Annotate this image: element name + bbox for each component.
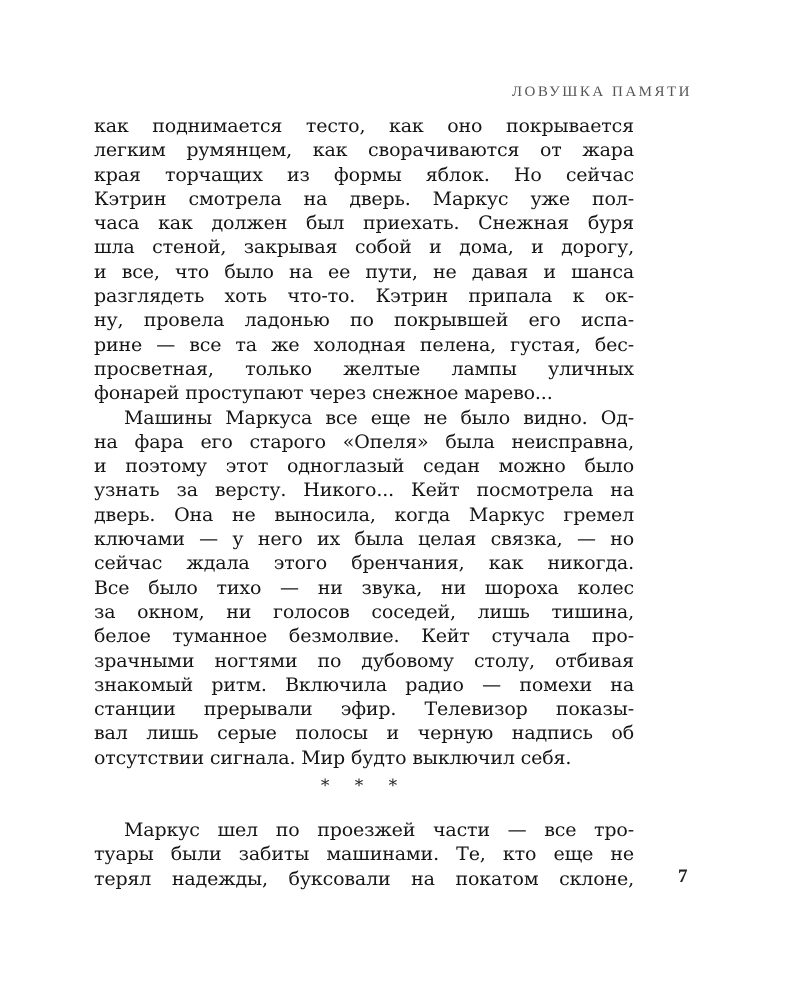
text-line: ключами — у него их была целая связка, — но <box>94 528 634 551</box>
text-line: за окном, ни голосов соседей, лишь тишина, <box>94 600 634 623</box>
body-text-lower <box>94 818 634 891</box>
text-line: узнать за версту. Никого... Кейт посмотрела на <box>94 479 634 502</box>
text-line: как поднимается тесто, как оно покрывается <box>94 115 634 137</box>
running-head: ЛОВУШКА ПАМЯТИ <box>511 84 692 100</box>
text-line: отсутствии сигнала. Мир будто выключил себя. <box>94 746 572 769</box>
text-line: просветная, только желтые лампы уличных <box>94 357 634 380</box>
text-line: Все было тихо — ни звука, ни шороха колес <box>94 576 634 599</box>
paragraph-first-line: Маркус шел по проезжей части — все тро- <box>124 819 634 841</box>
text-line: шла стеной, закрывая собой и дома, и дорогу, <box>94 236 634 259</box>
text-line: края торчащих из формы яблок. Но сейчас <box>94 163 634 186</box>
text-line: часа как должен был приехать. Снежная буря <box>94 212 634 235</box>
paragraph-first-line: Машины Маркуса все еще не было видно. Од- <box>124 406 634 429</box>
text-line: разглядеть хоть что-то. Кэтрин припала к ок- <box>94 285 634 308</box>
section-break: * * * <box>320 776 408 796</box>
text-line: на фара его старого «Опеля» была неисправна, <box>94 430 634 453</box>
text-line: терял надежды, буксовали на покатом склоне, <box>94 867 634 890</box>
text-line: легким румянцем, как сворачиваются от жара <box>94 139 634 162</box>
text-line: белое туманное безмолвие. Кейт стучала про- <box>94 625 634 648</box>
text-line: рине — все та же холодная пелена, густая, бес- <box>94 333 634 356</box>
text-line: ну, провела ладонью по покрывшей его испа- <box>94 309 634 332</box>
text-line: вал лишь серые полосы и черную надпись об <box>94 722 634 745</box>
text-line: Кэтрин смотрела на дверь. Маркус уже пол- <box>94 187 634 210</box>
body-text-upper <box>94 114 634 770</box>
text-line: и все, что было на ее пути, не давая и шанса <box>94 260 634 283</box>
text-line: и поэтому этот одноглазый седан можно было <box>94 455 634 478</box>
text-line: дверь. Она не выносила, когда Маркус гремел <box>94 503 634 526</box>
text-line: зрачными ногтями по дубовому столу, отбивая <box>94 649 634 672</box>
text-line: станции прерывали эфир. Телевизор показы- <box>94 698 634 721</box>
text-line: знакомый ритм. Включила радио — помехи на <box>94 673 634 696</box>
page-number: 7 <box>678 866 688 887</box>
text-line: сейчас ждала этого бренчания, как никогда. <box>94 552 634 575</box>
text-line: туары были забиты машинами. Те, кто еще не <box>94 843 634 866</box>
text-line: фонарей проступают через снежное марево... <box>94 382 553 405</box>
